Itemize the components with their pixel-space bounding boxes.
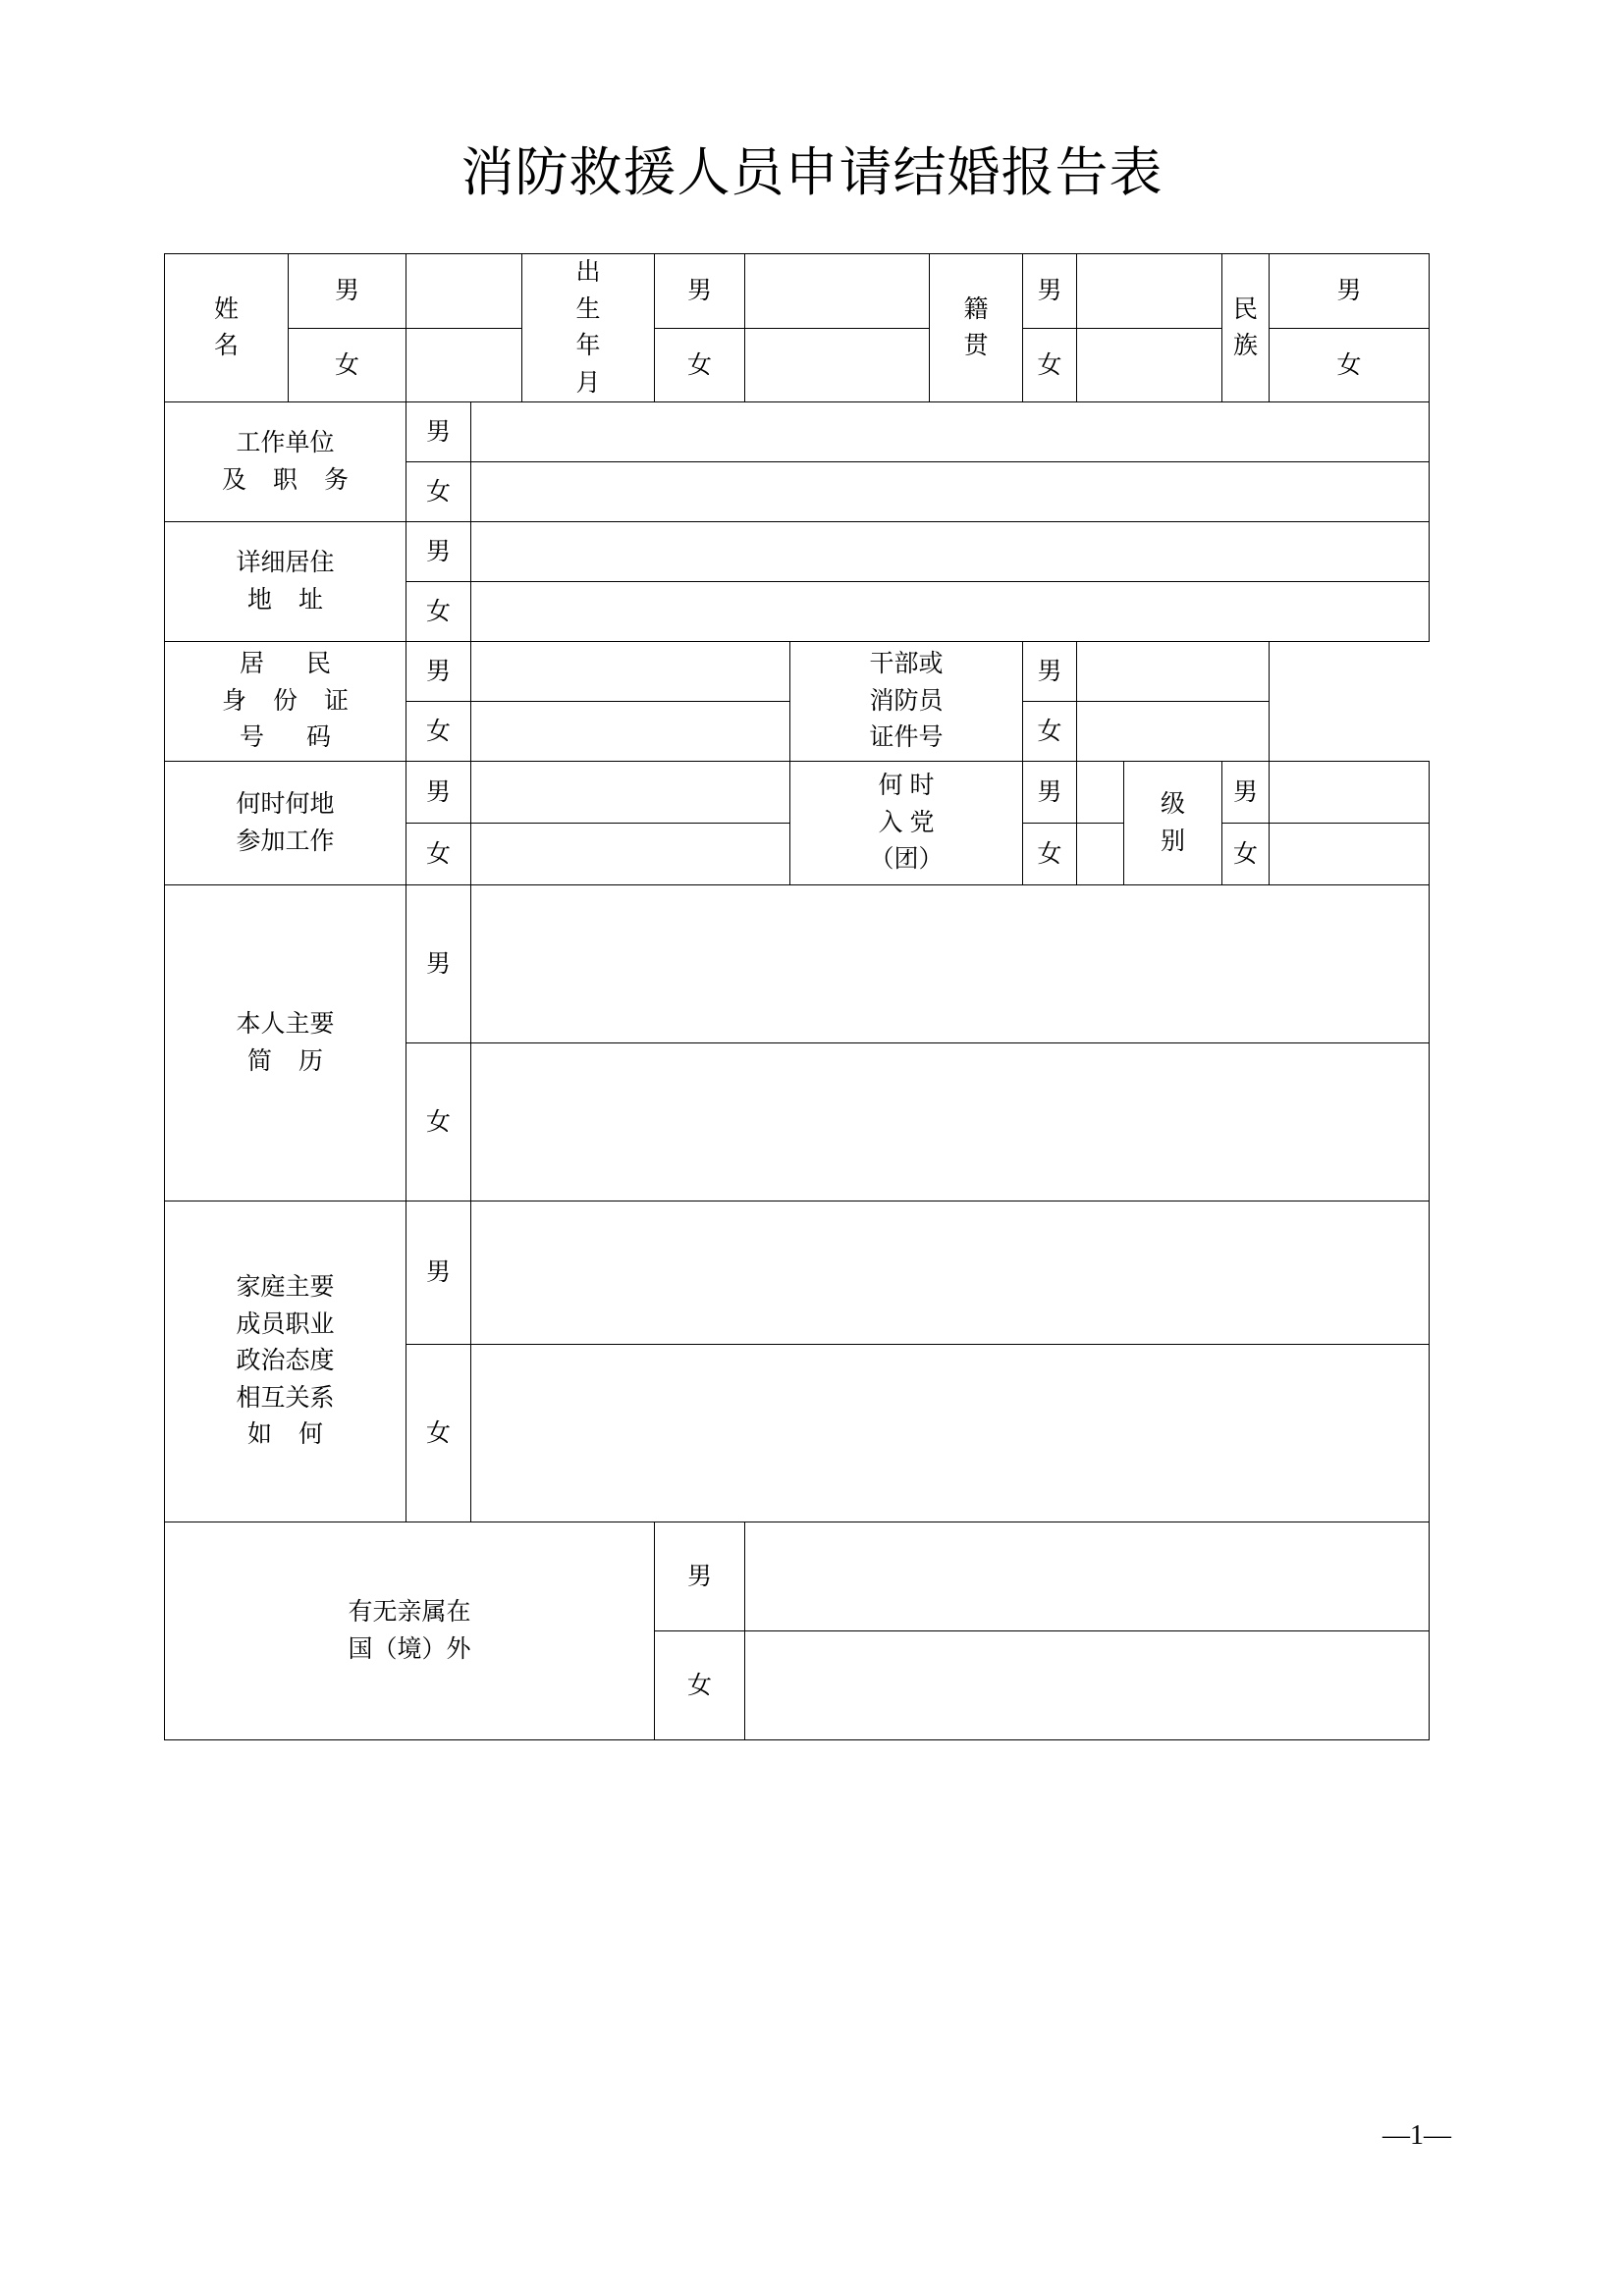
table-row-family-male xyxy=(165,1201,1430,1345)
table-row-address-male xyxy=(165,522,1430,582)
table-row-idcard-male xyxy=(165,642,1430,702)
cell-label-workplace xyxy=(165,402,406,522)
gender-label-female: 女 xyxy=(1233,839,1259,868)
cell-gender-male-jobstart xyxy=(406,762,471,824)
gender-label-male: 男 xyxy=(1037,657,1062,685)
label-resume-line2: 简 历 xyxy=(247,1046,333,1075)
cell-label-overseas xyxy=(165,1522,655,1740)
field-jobstart-female[interactable] xyxy=(471,824,790,885)
cell-gender-male-ethnic xyxy=(1270,254,1430,329)
gender-label-male: 男 xyxy=(687,1562,713,1590)
cell-label-party xyxy=(790,762,1023,885)
label-family-line3: 政治态度 xyxy=(236,1347,335,1375)
cell-gender-male-certificate xyxy=(1023,642,1077,702)
field-rank-female[interactable] xyxy=(1270,824,1430,885)
label-ethnic-line2: 族 xyxy=(1233,332,1259,359)
field-name-male[interactable] xyxy=(406,254,522,329)
cell-label-certificate xyxy=(790,642,1023,762)
field-jobstart-male[interactable] xyxy=(471,762,790,824)
cell-label-ethnicity xyxy=(1222,254,1270,402)
label-family-line4: 相互关系 xyxy=(236,1383,335,1412)
cell-gender-male-native xyxy=(1023,254,1077,329)
field-workplace-female[interactable] xyxy=(471,462,1430,522)
marriage-application-form-table xyxy=(164,253,1430,1740)
field-birth-female[interactable] xyxy=(745,328,930,402)
table-row-basic-male xyxy=(165,254,1430,329)
label-birth-line3: 年 xyxy=(575,332,601,359)
table-row-workplace-male xyxy=(165,402,1430,462)
field-certificate-male[interactable] xyxy=(1077,642,1270,702)
gender-label-male: 男 xyxy=(426,537,452,565)
table-row-resume-male xyxy=(165,885,1430,1043)
cell-gender-female-party xyxy=(1023,824,1077,885)
field-party-male[interactable] xyxy=(1077,762,1124,824)
label-idcard-line2: 身 份 证 xyxy=(222,686,358,715)
field-native-female[interactable] xyxy=(1077,328,1222,402)
cell-gender-female-family xyxy=(406,1345,471,1522)
cell-label-family xyxy=(165,1201,406,1522)
gender-label-male: 男 xyxy=(426,1258,452,1287)
cell-gender-female-name xyxy=(289,328,406,402)
cell-gender-female-rank xyxy=(1222,824,1270,885)
cell-gender-male-address xyxy=(406,522,471,582)
cell-gender-female-overseas xyxy=(655,1631,745,1740)
gender-label-male: 男 xyxy=(426,777,452,806)
field-address-male[interactable] xyxy=(471,522,1430,582)
cell-gender-female-jobstart xyxy=(406,824,471,885)
gender-label-female: 女 xyxy=(687,350,713,379)
cell-gender-male-party xyxy=(1023,762,1077,824)
field-address-female[interactable] xyxy=(471,582,1430,642)
cell-gender-male-workplace xyxy=(406,402,471,462)
label-family-line5: 如 何 xyxy=(247,1420,333,1449)
gender-label-female: 女 xyxy=(335,350,360,379)
gender-label-male: 男 xyxy=(1037,777,1062,806)
field-idcard-male[interactable] xyxy=(471,642,790,702)
cell-label-jobstart xyxy=(165,762,406,885)
table-row-jobstart-male xyxy=(165,762,1430,824)
label-family-line2: 成员职业 xyxy=(236,1309,335,1338)
label-certificate-line2: 消防员 xyxy=(869,686,944,715)
page-number: —1— xyxy=(1382,2120,1451,2151)
gender-label-female: 女 xyxy=(1037,717,1062,745)
cell-label-name xyxy=(165,254,289,402)
cell-gender-male-family xyxy=(406,1201,471,1345)
gender-label-female: 女 xyxy=(1336,350,1362,379)
cell-gender-female-resume xyxy=(406,1043,471,1201)
gender-label-male: 男 xyxy=(426,417,452,446)
cell-gender-female-native xyxy=(1023,328,1077,402)
cell-gender-male-birth xyxy=(655,254,745,329)
cell-gender-male-overseas xyxy=(655,1522,745,1631)
label-workplace-line1: 工作单位 xyxy=(236,429,335,456)
gender-label-male: 男 xyxy=(335,277,360,305)
label-rank-line1: 级 xyxy=(1161,790,1186,818)
field-certificate-female[interactable] xyxy=(1077,702,1270,762)
label-birth-line1: 出 xyxy=(575,258,601,286)
cell-gender-male-rank xyxy=(1222,762,1270,824)
field-name-female[interactable] xyxy=(406,328,522,402)
label-idcard-line3: 号 码 xyxy=(240,723,349,752)
page-title: 消防救援人员申请结婚报告表 xyxy=(460,143,1164,202)
field-idcard-female[interactable] xyxy=(471,702,790,762)
label-address-line1: 详细居住 xyxy=(236,549,335,576)
cell-gender-female-birth xyxy=(655,328,745,402)
label-name-line1: 姓 xyxy=(214,294,240,323)
gender-label-female: 女 xyxy=(1037,839,1062,868)
label-party-line2: 入 党 xyxy=(878,808,935,836)
field-resume-male[interactable] xyxy=(471,885,1430,1043)
label-name-line2: 名 xyxy=(214,332,240,359)
field-rank-male[interactable] xyxy=(1270,762,1430,824)
label-family-line1: 家庭主要 xyxy=(236,1273,335,1302)
gender-label-male: 男 xyxy=(426,949,452,978)
cell-gender-male-resume xyxy=(406,885,471,1043)
field-family-female[interactable] xyxy=(471,1345,1430,1522)
label-resume-line1: 本人主要 xyxy=(236,1010,335,1038)
gender-label-female: 女 xyxy=(426,839,452,868)
label-idcard-line1: 居 民 xyxy=(240,650,349,678)
gender-label-female: 女 xyxy=(687,1671,713,1699)
label-certificate-line1: 干部或 xyxy=(869,650,944,678)
cell-label-idcard xyxy=(165,642,406,762)
label-overseas-line1: 有无亲属在 xyxy=(348,1598,471,1626)
label-workplace-line2: 及 职 务 xyxy=(222,465,358,494)
gender-label-female: 女 xyxy=(1037,350,1062,379)
label-birth-line4: 月 xyxy=(575,368,601,397)
cell-label-resume xyxy=(165,885,406,1201)
cell-label-birth xyxy=(522,254,655,402)
gender-label-male: 男 xyxy=(1233,777,1259,806)
cell-gender-female-certificate xyxy=(1023,702,1077,762)
label-jobstart-line2: 参加工作 xyxy=(236,827,335,855)
cell-label-address xyxy=(165,522,406,642)
table-row-overseas-male xyxy=(165,1522,1430,1631)
gender-label-male: 男 xyxy=(426,657,452,685)
label-certificate-line3: 证件号 xyxy=(869,723,944,752)
label-native-line2: 贯 xyxy=(963,332,989,359)
field-overseas-female[interactable] xyxy=(745,1631,1430,1740)
cell-gender-female-idcard xyxy=(406,702,471,762)
label-address-line2: 地 址 xyxy=(247,585,333,614)
label-birth-line2: 生 xyxy=(575,294,601,323)
label-overseas-line2: 国（境）外 xyxy=(348,1634,471,1663)
field-birth-male[interactable] xyxy=(745,254,930,329)
gender-label-male: 男 xyxy=(687,277,713,305)
field-party-female[interactable] xyxy=(1077,824,1124,885)
cell-gender-female-ethnic xyxy=(1270,328,1430,402)
field-family-male[interactable] xyxy=(471,1201,1430,1345)
field-native-male[interactable] xyxy=(1077,254,1222,329)
gender-label-male: 男 xyxy=(1336,277,1362,305)
field-overseas-male[interactable] xyxy=(745,1522,1430,1631)
label-rank-line2: 别 xyxy=(1161,827,1186,855)
cell-gender-male-idcard xyxy=(406,642,471,702)
cell-gender-female-address xyxy=(406,582,471,642)
label-party-line3: （团） xyxy=(869,845,944,874)
gender-label-female: 女 xyxy=(426,1107,452,1136)
cell-gender-female-workplace xyxy=(406,462,471,522)
label-party-line1: 何 时 xyxy=(878,772,935,800)
label-ethnic-line1: 民 xyxy=(1233,294,1259,323)
gender-label-female: 女 xyxy=(426,717,452,745)
gender-label-female: 女 xyxy=(426,1418,452,1447)
label-jobstart-line1: 何时何地 xyxy=(236,790,335,818)
label-native-line1: 籍 xyxy=(963,294,989,323)
gender-label-male: 男 xyxy=(1037,277,1062,305)
cell-gender-male-name xyxy=(289,254,406,329)
cell-label-native-place xyxy=(930,254,1023,402)
gender-label-female: 女 xyxy=(426,477,452,506)
field-resume-female[interactable] xyxy=(471,1043,1430,1201)
cell-label-rank xyxy=(1124,762,1222,885)
gender-label-female: 女 xyxy=(426,597,452,625)
field-workplace-male[interactable] xyxy=(471,402,1430,462)
